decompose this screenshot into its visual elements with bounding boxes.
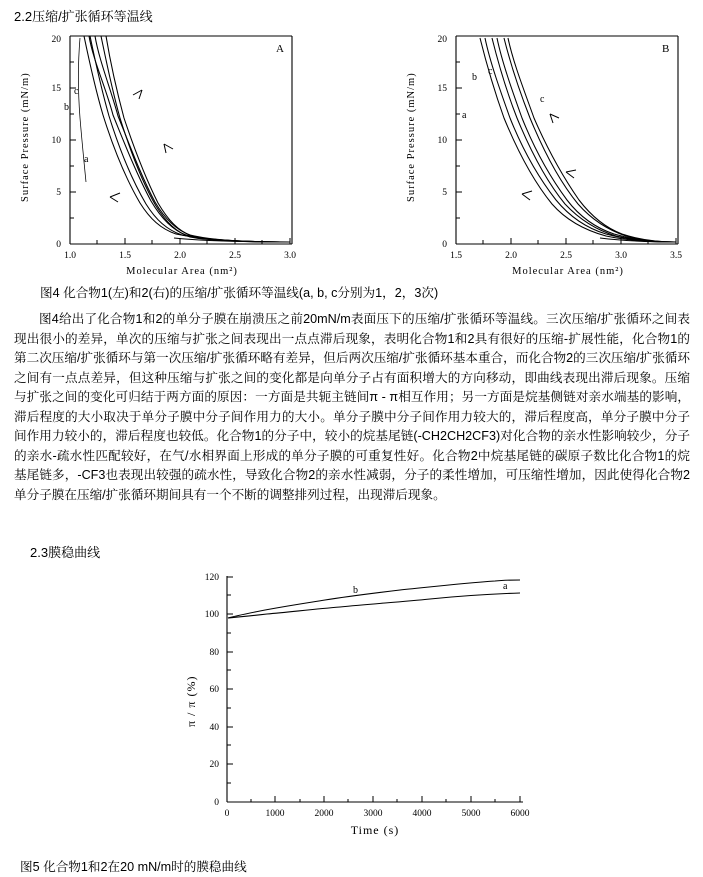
- panel-b-xlabel: Molecular Area (nm²): [512, 266, 624, 277]
- svg-text:10: 10: [51, 136, 61, 146]
- svg-text:5000: 5000: [461, 809, 481, 819]
- svg-text:1.5: 1.5: [450, 251, 462, 261]
- panel-a-label: A: [276, 43, 284, 55]
- svg-text:1000: 1000: [265, 809, 285, 819]
- figure-4-panel-b: [400, 22, 690, 280]
- panel-a-curve-label-a: a: [84, 154, 89, 165]
- section-title-2-2: 2.2压缩/扩张循环等温线: [14, 9, 153, 24]
- panel-b-label: B: [662, 43, 670, 55]
- paragraph-1: 图4给出了化合物1和2的单分子膜在崩溃压之前20mN/m表面压下的压缩/扩张循环等温线。三次压缩/扩张循环之间表现出很小的差异，单次的压缩与扩张之间表现出一点点滞后现象，表明化合物1和2具有很好的压缩-扩展性能，化合物1的第二次压缩/扩张循环与第一次压缩/扩张循环略有差异，但后两次压缩/扩张循环基本重合，而化合物2的三次压缩/扩张循环之间有一点点差异，但这种压缩与扩张之间的变化都是向单分子占有面积增大的方向移动，即曲线表现出滞后现象。压缩与扩张之间的变化可归结于两方面的原因：一方面是共轭主链间π - π相互作用；另一方面是烷基侧链对亲水端基的影响，滞后程度的大小取决于单分子膜中分子间作用力的大小。单分子膜中分子间作用力较大的，滞后程度高，单分子膜中分子间作用力较小的，滞后程度也较低。化合物1的分子中，较小的烷基尾链(-CH2CH2CF3)对化合物的亲水性影响较少，分子的亲水-疏水性匹配较好，在气/水相界面上形成的单分子膜的可重复性好。化合物2中烷基尾链的碳原子数比化合物1的烷基尾链多，-CF3也表现出较强的疏水性，导致化合物2的亲水性减弱，分子的柔性增加，可压缩性增加，因此使得化合物2单分子膜在压缩/扩张循环期间具有一个不断的调整排列过程，出现滞后现象。: [14, 312, 690, 502]
- svg-text:15: 15: [51, 84, 61, 94]
- chart-panel-a: [14, 22, 304, 280]
- panel-b-curve-label-a: a: [462, 110, 467, 121]
- panel-a-xlabel: Molecular Area (nm²): [126, 266, 238, 277]
- svg-text:3000: 3000: [363, 809, 383, 819]
- svg-text:3.0: 3.0: [284, 251, 296, 261]
- svg-text:1.0: 1.0: [64, 251, 76, 261]
- svg-text:2.0: 2.0: [174, 251, 186, 261]
- svg-text:40: 40: [209, 723, 219, 733]
- figure-5-caption: 图5 化合物1和2在20 mN/m时的膜稳曲线: [20, 860, 247, 874]
- chart-film-stability: [175, 562, 545, 842]
- svg-text:20: 20: [209, 760, 219, 770]
- svg-text:0: 0: [442, 240, 447, 250]
- svg-text:3.5: 3.5: [670, 251, 682, 261]
- figure-5: [175, 562, 545, 842]
- svg-text:15: 15: [437, 84, 447, 94]
- svg-text:0: 0: [214, 798, 219, 808]
- svg-text:2.5: 2.5: [560, 251, 572, 261]
- svg-text:4000: 4000: [412, 809, 432, 819]
- fig5-ylabel: π / π (%): [184, 675, 198, 727]
- svg-text:0: 0: [56, 240, 61, 250]
- svg-text:2.5: 2.5: [229, 251, 241, 261]
- panel-b-curve-label-c-top: c: [488, 66, 493, 77]
- svg-text:10: 10: [437, 136, 447, 146]
- svg-text:2000: 2000: [314, 809, 334, 819]
- svg-text:1.5: 1.5: [119, 251, 131, 261]
- panel-b-curve-label-c: c: [540, 94, 545, 105]
- svg-text:20: 20: [51, 35, 61, 45]
- svg-text:3.0: 3.0: [615, 251, 627, 261]
- svg-text:100: 100: [204, 610, 219, 620]
- panel-a-curve-label-c: c: [74, 86, 79, 97]
- svg-text:0: 0: [224, 809, 230, 819]
- figure-4-caption: 图4 化合物1(左)和2(右)的压缩/扩张循环等温线(a, b, c分别为1，2，3次): [40, 286, 439, 300]
- fig5-curve-label-b: b: [353, 585, 358, 596]
- panel-b-curve-label-b: b: [472, 72, 477, 83]
- figure-4-panel-a: [14, 22, 304, 280]
- panel-a-ylabel: Surface Pressure (mN/m): [20, 72, 31, 202]
- panel-a-curve-label-b: b: [64, 102, 69, 113]
- svg-text:6000: 6000: [510, 809, 530, 819]
- svg-text:60: 60: [209, 685, 219, 695]
- section-title-2-3: 2.3膜稳曲线: [30, 545, 101, 560]
- panel-b-ylabel: Surface Pressure (mN/m): [406, 72, 417, 202]
- svg-text:20: 20: [437, 35, 447, 45]
- svg-text:5: 5: [56, 188, 61, 198]
- svg-text:2.0: 2.0: [505, 251, 517, 261]
- svg-text:5: 5: [442, 188, 447, 198]
- svg-text:80: 80: [209, 648, 219, 658]
- chart-panel-b: [400, 22, 690, 280]
- svg-text:120: 120: [204, 573, 219, 583]
- fig5-curve-label-a: a: [503, 581, 508, 592]
- fig5-xlabel: Time (s): [350, 823, 400, 837]
